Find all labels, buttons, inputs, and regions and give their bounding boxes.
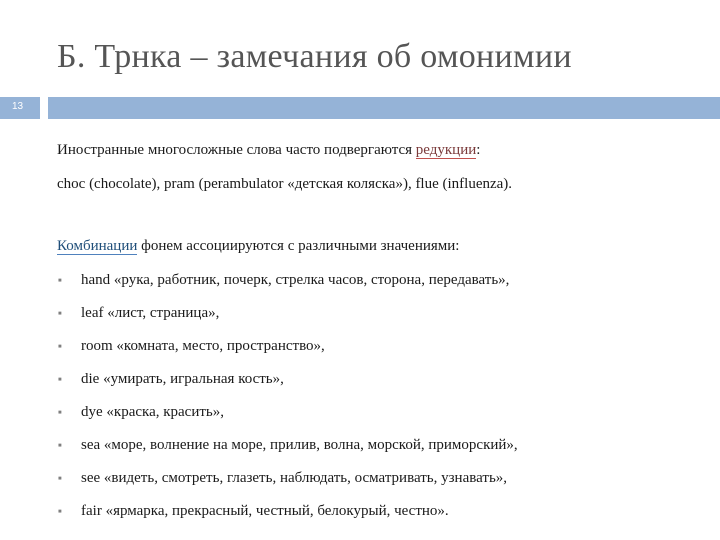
bullet-icon: ■: [58, 344, 62, 350]
bullet-icon: ■: [58, 443, 62, 449]
list-item-text: fair «ярмарка, прекрасный, честный, белокурый, честно».: [81, 503, 449, 519]
combinations-line: [57, 238, 459, 255]
bullet-icon: ■: [58, 476, 62, 482]
list-item-text: room «комната, место, пространство»,: [81, 338, 325, 354]
combinations-text: фонем ассоциируются с различными значениями:: [137, 238, 460, 254]
header-divider-bar: [48, 97, 720, 119]
bullet-icon: ■: [58, 278, 62, 284]
list-item-text: dye «краска, красить»,: [81, 404, 225, 420]
bullet-icon: ■: [58, 509, 62, 515]
slide-number: 13: [12, 101, 24, 112]
combinations-term: Комбинации: [57, 238, 138, 254]
examples-line: choc (chocolate), pram (perambulator «детская коляска»), flue (influenza).: [57, 176, 513, 192]
intro-line: [57, 142, 480, 159]
list-item-text: die «умирать, игральная кость»,: [81, 371, 284, 387]
list-item-text: sea «море, волнение на море, прилив, волна, морской, приморский»,: [81, 437, 518, 453]
intro-text: Иностранные многосложные слова часто подвергаются: [57, 142, 416, 158]
slide-title: Б. Трнка – замечания об омонимии: [57, 38, 572, 75]
bullet-icon: ■: [58, 311, 62, 317]
reduction-term: редукции: [415, 142, 477, 158]
list-item-text: hand «рука, работник, почерк, стрелка часов, сторона, передавать»,: [81, 272, 510, 288]
list-item-text: leaf «лист, страница»,: [81, 305, 220, 321]
list-item-text: see «видеть, смотреть, глазеть, наблюдать, осматривать, узнавать»,: [81, 470, 508, 486]
bullet-icon: ■: [58, 377, 62, 383]
intro-colon: :: [476, 142, 481, 158]
bullet-icon: ■: [58, 410, 62, 416]
